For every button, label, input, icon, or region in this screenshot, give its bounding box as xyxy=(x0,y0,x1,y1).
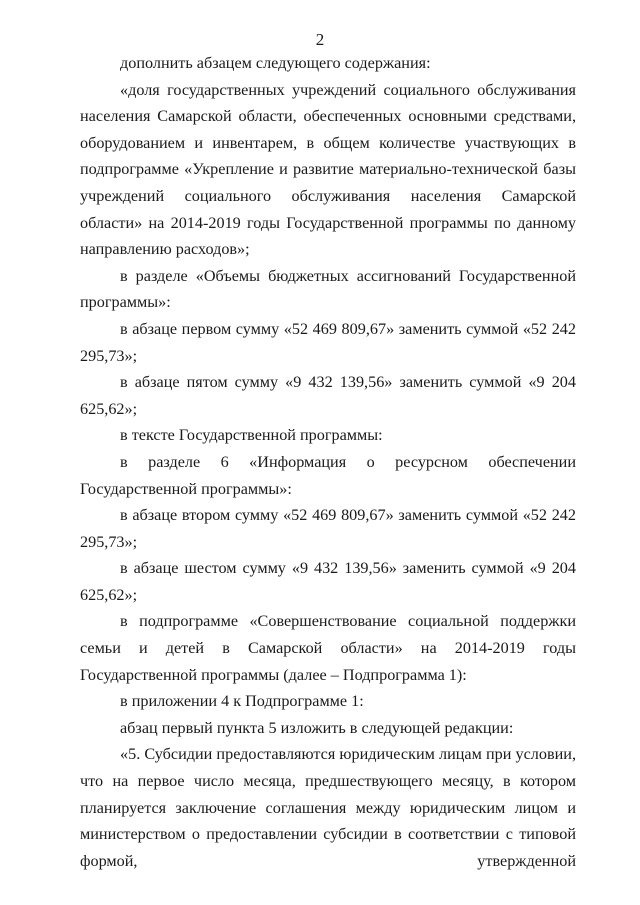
paragraph-first-abzac: в абзаце первом сумму «52 469 809,67» заменить суммой «52 242 295,73»; xyxy=(80,319,576,365)
paragraph-program-text: в тексте Государственной программы: xyxy=(120,426,383,445)
paragraph-point-5-intro: абзац первый пункта 5 изложить в следующей редакции: xyxy=(120,718,514,737)
paragraph-indicator-quote: «доля государственных учреждений социального обслуживания населения Самарской области, обеспеченных основными средствами, оборудованием и инвентарем, в общем количестве участвующих в подпрограмме «Укрепление и развитие материально-технической базы учреждений социального обслуживания населения Самарской области» на 2014-2019 годы Государственной программы по данному направлению расходов»; xyxy=(80,80,576,259)
document-body xyxy=(80,50,576,874)
paragraph-section-6: в разделе 6 «Информация о ресурсном обеспечении Государственной программы»: xyxy=(80,452,576,498)
paragraph-budget-section: в разделе «Объемы бюджетных ассигнований Государственной программы»: xyxy=(80,266,576,312)
paragraph-point-5-text: «5. Субсидии предоставляются юридическим лицам при условии, что на первое число месяца, предшествующего месяцу, в котором планируется заключение соглашения между юридическим лицом и министерством о предоставлении субсидии в соответствии с типовой формой, утвержденной xyxy=(80,745,576,870)
paragraph-sixth-abzac: в абзаце шестом сумму «9 432 139,56» заменить суммой «9 204 625,62»; xyxy=(80,559,576,604)
paragraph-intro: дополнить абзацем следующего содержания: xyxy=(120,54,431,72)
paragraph-second-abzac: в абзаце втором сумму «52 469 809,67» заменить суммой «52 242 295,73»; xyxy=(80,506,576,551)
paragraph-subprogram-1: в подпрограмме «Совершенствование социальной поддержки семьи и детей в Самарской области» на 2014-2019 годы Государственной программы (далее – Подпрограмма 1): xyxy=(80,612,576,684)
paragraph-appendix-4: в приложении 4 к Подпрограмме 1: xyxy=(120,692,364,711)
paragraph-fifth-abzac: в абзаце пятом сумму «9 432 139,56» заменить суммой «9 204 625,62»; xyxy=(80,373,576,418)
page-number: 2 xyxy=(315,30,325,49)
